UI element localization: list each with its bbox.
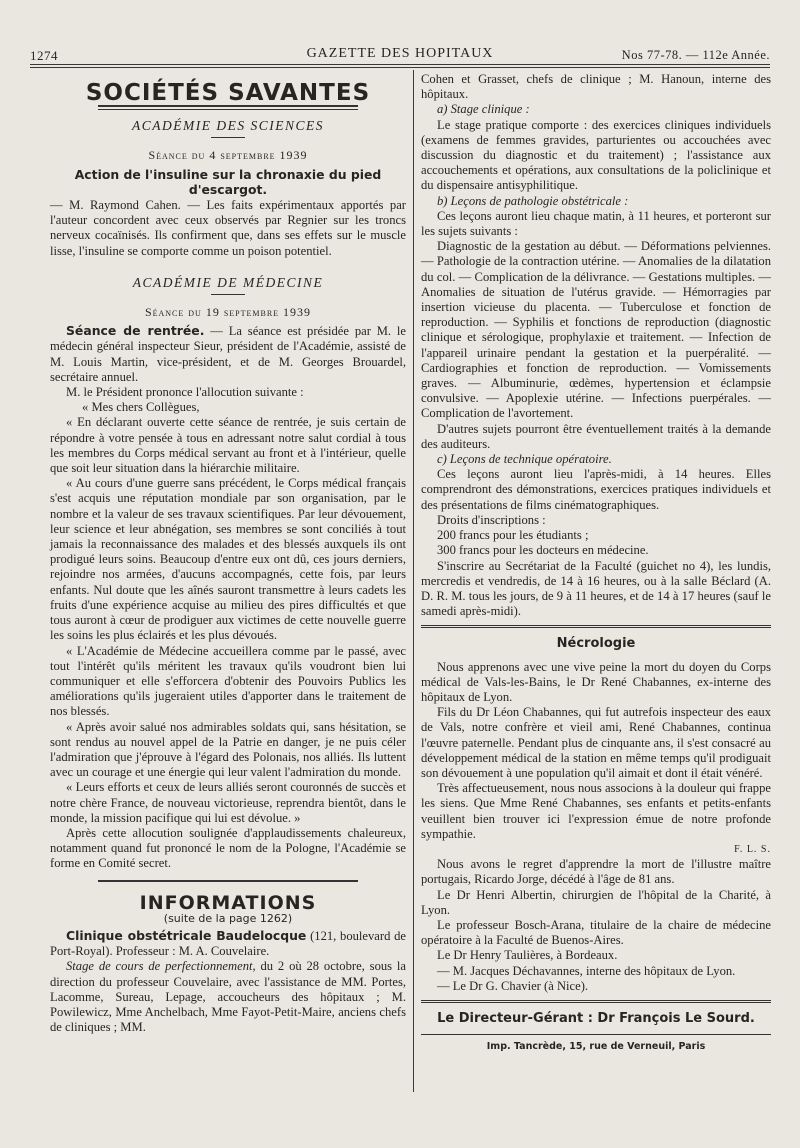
- session-date: Séance du 4 septembre 1939: [148, 148, 308, 163]
- paragraph: « Leurs efforts et ceux de leurs alliés seront couronnés de succès et notre chère France, de nouveau victorieuse, reprendra bientôt, dans le monde, la mission pacifique qui lui est dévolue. »: [50, 780, 406, 825]
- paragraph: Le stage pratique comporte : des exercices cliniques individuels (examens de femmes gravides, parturientes ou accouchées avec discussion du diagnostic et du traitement) ; l'assistance aux accouchements et opérations, aux consultations de la policlinique et du dispensaire antisyphilitique.: [421, 117, 771, 193]
- paragraph: Après cette allocution soulignée d'applaudissements chaleureux, notamment quand fut prononcé le nom de la Pologne, l'Académie se forme en Comité secret.: [50, 825, 406, 871]
- article-body: [50, 323, 406, 385]
- paragraph: Très affectueusement, nous nous associons à la douleur qui frappe les siens. Que Mme René Chabannes, ses enfants et petits-enfants veuillent bien trouver ici l'expression émue de notre profonde sympathie.: [421, 781, 771, 841]
- session-date: Séance du 19 septembre 1939: [144, 305, 312, 320]
- fee-line: 300 francs pour les docteurs en médecine.: [437, 543, 649, 558]
- section-rule: [98, 109, 358, 110]
- paragraph: Cohen et Grasset, chefs de clinique ; M. Hanoun, interne des hôpitaux.: [421, 72, 771, 102]
- paragraph: M. le Président prononce l'allocution suivante :: [66, 385, 304, 400]
- article-body: — M. Raymond Cahen. — Les faits expérimentaux apportés par l'auteur concordent avec ceux observés par Regnier sur les troncs nerveux cocaïnisés. Ils confirment que, dans ses effets sur le muscle lisse, l'insuline se comporte comme un poison potentiel.: [50, 198, 406, 258]
- column-divider: [413, 70, 414, 1092]
- signature: F. L. S.: [734, 843, 771, 855]
- director-line: Le Directeur-Gérant : Dr François Le Sourd.: [437, 1010, 755, 1026]
- paragraph: Ces leçons auront lieu chaque matin, à 11 heures, et porteront sur les sujets suivants :: [421, 208, 771, 239]
- section-rule: [421, 1034, 771, 1035]
- article-title: Séance de rentrée.: [66, 323, 205, 339]
- right-column: [421, 72, 771, 1054]
- clinic-title: Clinique obstétricale Baudelocque: [66, 927, 307, 943]
- stage-title: Stage de cours de perfectionnement,: [66, 959, 256, 974]
- article-title: Action de l'insuline sur la chronaxie du pied d'escargot.: [74, 166, 382, 197]
- paragraph: Droits d'inscriptions :: [437, 512, 546, 527]
- section-rule: [421, 625, 771, 628]
- page-number: 1274: [30, 48, 58, 63]
- divider: [211, 137, 245, 138]
- paragraph: — Le Dr G. Chavier (à Nice).: [437, 978, 589, 993]
- list-heading: c) Leçons de technique opératoire.: [437, 452, 612, 467]
- paragraph: Nous apprenons avec une vive peine la mort du doyen du Corps médical de Vals-les-Bains, le Dr René Chabannes, ex-interne des hôpitaux de Lyon.: [421, 659, 771, 704]
- divider: [211, 294, 245, 295]
- imprint: Imp. Tancrède, 15, rue de Verneuil, Paris: [486, 1041, 706, 1053]
- list-heading: a) Stage clinique :: [437, 102, 530, 117]
- paragraph: Fils du Dr Léon Chabannes, qui fut autrefois inspecteur des eaux de Vals, notre confrère et vieil ami, René Chabannes, continua l'œuvre paternelle. Pendant plus de cinquante ans, il s'est consacré au développement médical de la station en même temps qu'il prodiguait son dévouement à une population qu'il aimait et dont il était vénéré.: [421, 705, 771, 780]
- paragraph: Ces leçons auront lieu l'après-midi, à 14 heures. Elles comprendront des démonstrations, exercices pratiques individuels et des présentations de films cinématographiques.: [421, 467, 771, 512]
- academy-heading: ACADÉMIE DES SCIENCES: [132, 118, 324, 134]
- paragraph: « Mes chers Collègues,: [82, 400, 200, 415]
- paragraph: Le professeur Bosch-Arana, titulaire de la chaire de médecine opératoire à la Faculté de Buenos-Aires.: [421, 917, 771, 948]
- section-title: Nécrologie: [556, 636, 636, 652]
- paragraph: Nous avons le regret d'apprendre la mort de l'illustre maître portugais, Ricardo Jorge, décédé à l'âge de 81 ans.: [421, 857, 771, 887]
- header-rule: [30, 67, 770, 68]
- clinic-body: (121, boulevard de Port-Royal). Professeur : M. A. Couvelaire.: [50, 928, 406, 959]
- continuation-note: (suite de la page 1262): [163, 911, 293, 925]
- fee-line: 200 francs pour les étudiants ;: [437, 528, 589, 543]
- article-text: — La séance est présidée par M. le médecin général inspecteur Sieur, président de l'Académie, assisté de M. Louis Martin, vice-président, et de M. Georges Brouardel, secrétaire annuel.: [50, 324, 407, 384]
- section-title: INFORMATIONS: [139, 891, 317, 914]
- paragraph: D'autres sujets pourront être éventuellement traités à la demande des auditeurs.: [421, 421, 771, 451]
- header-rule: [30, 64, 770, 65]
- list-heading: b) Leçons de pathologie obstétricale :: [437, 193, 629, 208]
- journal-title: GAZETTE DES HOPITAUX: [306, 46, 494, 61]
- paragraph: [50, 928, 406, 959]
- paragraph: Diagnostic de la gestation au début. — Déformations pelviennes. — Pathologie de la contraction utérine. — Anomalies de la dilatation du col. — Complication de la délivrance. — Gestations multiples. — Anomalies de situation de l'utérus gravide. — Hémorragies par insertion vicieuse du placenta. — Tuberculose et fonction de reproduction. — Syphilis et fonctions de reproduction (diagnostic clinique et sérologique, prophylaxie et traitement. — Infection de l'appareil urinaire pendant la gestation et la puerpéralité. — Cardiographies et fonction de reproduction. — Vomissements graves. — Albuminurie, œdèmes, hypertension et éclampsie convulsive. — Apoplexie utérine. — Infections puerpérales. — Complication de l'avortement.: [421, 239, 771, 421]
- paragraph: Le Dr Henry Taulières, à Bordeaux.: [437, 948, 618, 963]
- section-rule: [421, 1000, 771, 1003]
- academy-heading: ACADÉMIE DE MÉDECINE: [132, 274, 324, 290]
- paragraph: « L'Académie de Médecine accueillera comme par le passé, avec tout l'intérêt qu'ils méritent les travaux qu'ils voudront bien lui communiquer et elle s'efforcera d'obtenir des Pouvoirs Publics les améliorations qu'ils jugeraient utiles d'apporter dans le traitement de nos blessés.: [50, 643, 406, 719]
- running-header: [30, 44, 770, 64]
- section-rule: [98, 880, 358, 882]
- paragraph: S'inscrire au Secrétariat de la Faculté (guichet no 4), les lundis, mercredis et vendredis, de 14 à 16 heures, ou à la salle Béclard (A. D. R. M. tous les jours, de 9 à 11 heures, et de 14 à 17 heures (sauf le samedi après-midi).: [421, 558, 771, 619]
- paragraph: « En déclarant ouverte cette séance de rentrée, je suis certain de répondre à votre pensée à tous en adressant notre salut cordial à tous les membres du Corps médical servant au front et à l'intérieur, quelle que soit leur situation dans la hiérarchie militaire.: [50, 415, 406, 476]
- paragraph: « Au cours d'une guerre sans précédent, le Corps médical français s'est acquis une réputation mondiale par son organisation, par le nombre et la valeur de ses travaux scientifiques. Par leur dévouement, leur science et leur abnégation, ses membres se sont conciliés à tout jamais la reconnaissance des malades et des blessés auxquels ils ont prodigué leurs soins. Beaucoup d'entre eux ont dû, ces jours derniers, rejoindre nos armées, d'aucuns accompagnés, cette fois, par leurs enfants. Nul doute que les aînés sauront transmettre à leurs cadets les fruits d'une expérience acquise au milieu des pires difficultés et que tous auront à cœur de prodiguer aux victimes de cette nouvelle guerre les soins les plus éclairés et les plus dévoués.: [50, 476, 406, 643]
- paragraph: [50, 959, 406, 1035]
- paragraph: Le Dr Henri Albertin, chirurgien de l'hôpital de la Charité, à Lyon.: [421, 887, 771, 917]
- section-title: SOCIÉTÉS SAVANTES: [85, 80, 371, 106]
- stage-body: du 2 où 28 octobre, sous la direction du professeur Couvelaire, avec l'assistance de MM. Portes, Lacomme, Sureau, Lepage, accoucheurs des hôpitaux ; M. Powilewicz, Mme Anchelbach, Mme Fayot-Petit-Maire, anciens chefs de cliniques ; MM.: [50, 959, 406, 1035]
- paragraph: « Après avoir salué nos admirables soldats qui, sans hésitation, se sont rendus au nouvel appel de la Patrie en danger, je ne puis céler l'admiration que j'éprouve à l'égard des Polonais, nos alliés. Ils luttent avec un courage et une énergie qui leur valent l'admiration du monde.: [50, 719, 406, 780]
- issue-info: Nos 77-78. — 112e Année.: [621, 48, 770, 62]
- paragraph: — M. Jacques Déchavannes, interne des hôpitaux de Lyon.: [437, 963, 736, 978]
- left-column: [50, 72, 406, 1035]
